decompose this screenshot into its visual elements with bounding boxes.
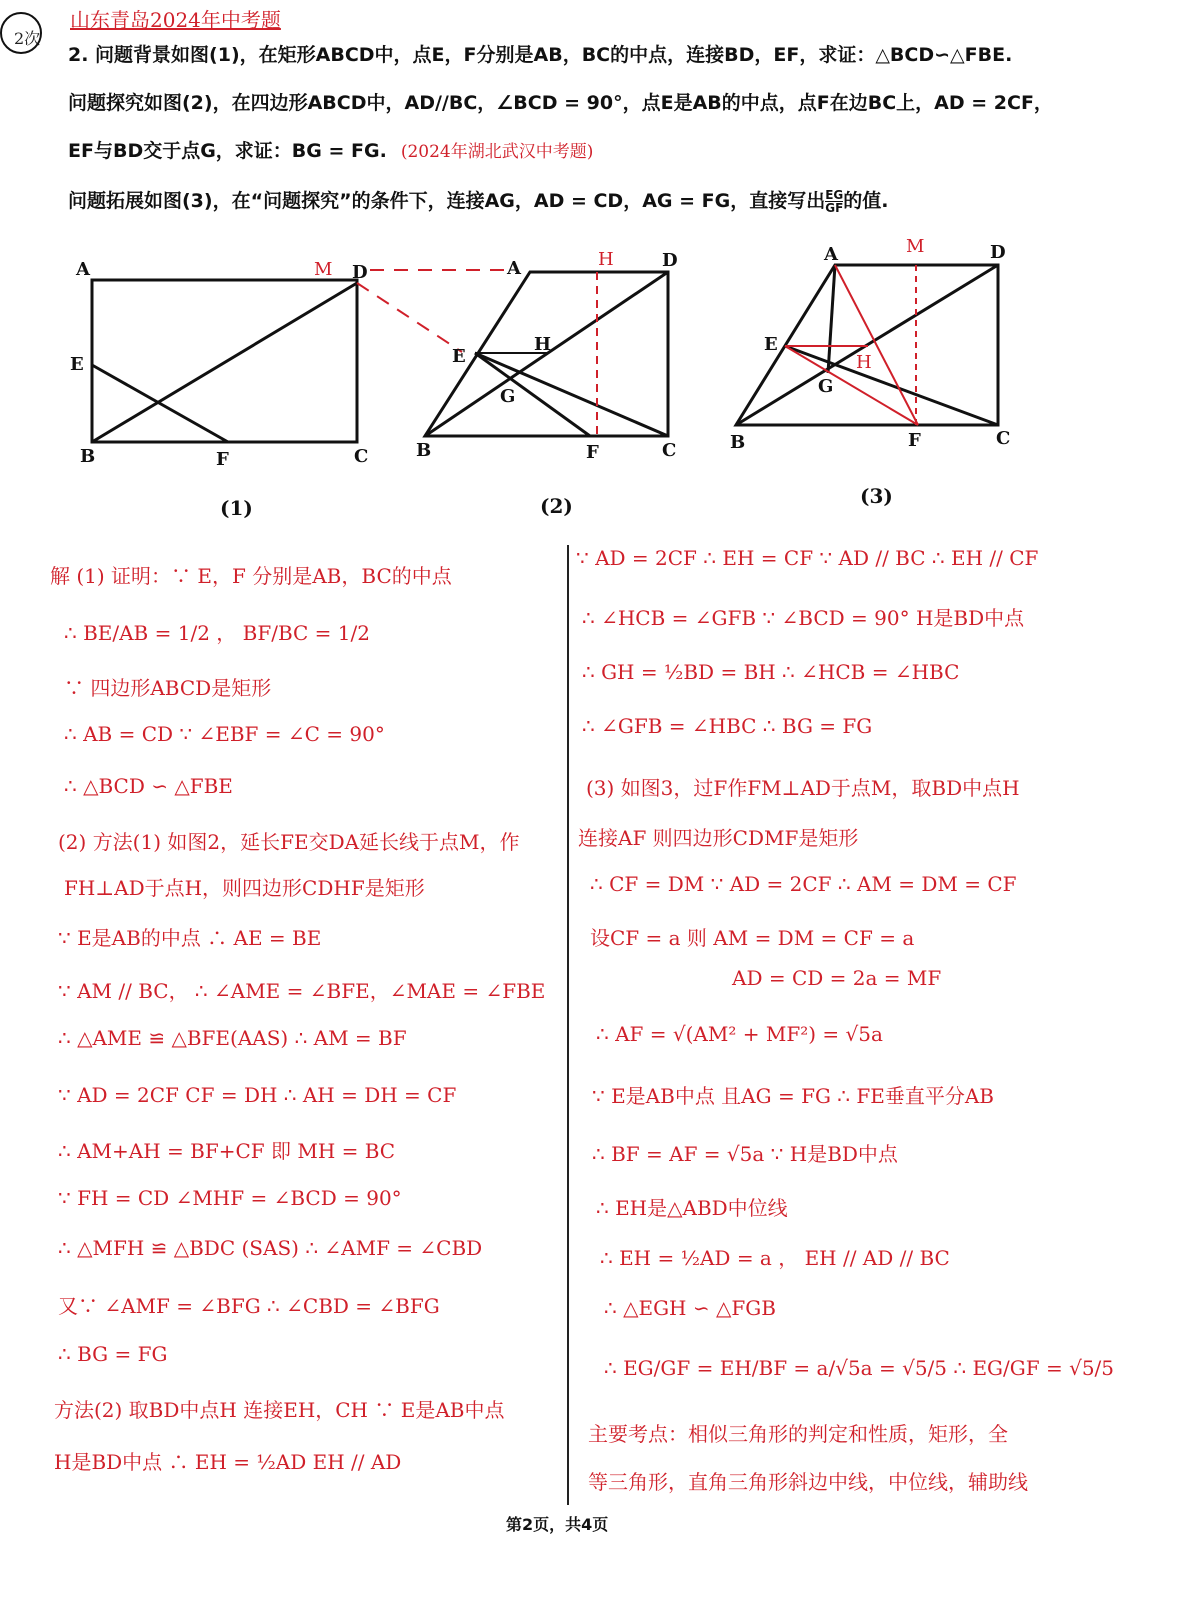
left-line-5: ∴ △BCD ∽ △FBE — [64, 774, 233, 798]
side-note: 2次 — [14, 26, 40, 49]
right-line-18: 等三角形，直角三角形斜边中线，中位线，辅助线 — [588, 1470, 1028, 1494]
fig1-label-m: M — [314, 259, 333, 280]
right-line-1: ∵ AD = 2CF ∴ EH = CF ∵ AD // BC ∴ EH // CF — [576, 546, 1039, 570]
fig2-label-a: A — [507, 258, 521, 279]
fig1-label-c: C — [354, 446, 369, 467]
left-line-7: FH⊥AD于点H，则四边形CDHF是矩形 — [64, 876, 425, 900]
left-line-4: ∴ AB = CD ∵ ∠EBF = ∠C = 90° — [64, 722, 385, 746]
problem-source-note: (2024年湖北武汉中考题) — [400, 142, 594, 162]
fig2-label-h: H — [534, 334, 552, 355]
fig1-label-f: F — [216, 449, 229, 470]
fig3-label-e: E — [764, 334, 778, 355]
fig2-label-d: D — [662, 250, 678, 271]
left-line-14: ∴ △MFH ≌ △BDC (SAS) ∴ ∠AMF = ∠CBD — [58, 1236, 483, 1260]
left-line-8: ∵ E是AB的中点 ∴ AE = BE — [58, 926, 322, 950]
fig1-caption: (1) — [220, 496, 253, 520]
fig1-label-e: E — [70, 354, 84, 375]
fig1-red-dashed — [357, 270, 505, 352]
fig3-label-a: A — [824, 244, 838, 265]
fig3-label-c: C — [996, 428, 1011, 449]
left-line-13: ∵ FH = CD ∠MHF = ∠BCD = 90° — [58, 1186, 402, 1210]
fig2-label-e: E — [452, 346, 466, 367]
fig3-line-ag — [828, 265, 835, 373]
right-line-3: ∴ GH = ½BD = BH ∴ ∠HCB = ∠HBC — [582, 660, 960, 684]
left-line-3: ∵ 四边形ABCD是矩形 — [64, 676, 272, 700]
fig3-caption: (3) — [860, 484, 893, 508]
right-line-9: AD = CD = 2a = MF — [732, 966, 942, 990]
right-line-10: ∴ AF = √(AM² + MF²) = √5a — [596, 1022, 883, 1046]
figure-1 — [92, 280, 357, 442]
left-line-1: 解 (1) 证明：∵ E，F 分别是AB，BC的中点 — [50, 564, 452, 588]
right-line-17: 主要考点：相似三角形的判定和性质，矩形，全 — [588, 1422, 1008, 1446]
fig1-label-b: B — [80, 446, 96, 467]
fig3-label-d: D — [990, 242, 1006, 263]
right-line-4: ∴ ∠GFB = ∠HBC ∴ BG = FG — [582, 714, 873, 738]
right-line-2: ∴ ∠HCB = ∠GFB ∵ ∠BCD = 90° H是BD中点 — [582, 606, 1025, 630]
left-line-10: ∴ △AME ≌ △BFE(AAS) ∴ AM = BF — [58, 1026, 407, 1050]
page-footer: 第2页，共4页 — [506, 1515, 609, 1534]
fig2-label-h-red: H — [598, 249, 614, 270]
header-title: 山东青岛2024年中考题 — [70, 8, 281, 32]
left-line-16: ∴ BG = FG — [58, 1342, 168, 1366]
fig3-red-lines — [785, 265, 918, 425]
problem-line-1: 2. 问题背景如图(1)，在矩形ABCD中，点E，F分别是AB，BC的中点，连接BD，EF，求证：△BCD∽△FBE. — [68, 44, 1013, 66]
right-line-5: (3) 如图3，过F作FM⊥AD于点M，取BD中点H — [586, 776, 1020, 800]
right-line-7: ∴ CF = DM ∵ AD = 2CF ∴ AM = DM = CF — [590, 872, 1017, 896]
right-line-11: ∵ E是AB中点 且AG = FG ∴ FE垂直平分AB — [592, 1084, 994, 1108]
fig3-line-ec — [785, 346, 998, 425]
right-line-12: ∴ BF = AF = √5a ∵ H是BD中点 — [592, 1142, 898, 1166]
fig3-label-g: G — [818, 376, 834, 397]
fig2-label-g: G — [500, 386, 516, 407]
left-line-17: 方法(2) 取BD中点H 连接EH，CH ∵ E是AB中点 — [54, 1398, 505, 1422]
fig2-label-b: B — [416, 440, 432, 461]
figures-svg — [0, 0, 1199, 540]
fig1-label-d: D — [352, 262, 368, 283]
fig3-label-h: H — [856, 352, 872, 373]
fig1-line-bd — [92, 283, 357, 442]
left-line-18: H是BD中点 ∴ EH = ½AD EH // AD — [54, 1450, 402, 1474]
fraction-eg-gf: $\frac{EG}{GF}$ — [825, 188, 844, 215]
fig3-label-m: M — [906, 236, 925, 257]
fig3-label-b: B — [730, 432, 746, 453]
problem-line-4: 问题拓展如图(3)，在“问题探究”的条件下，连接AG，AD = CD，AG = FG，直接写出 $\frac{EG}{GF}$ 的值. — [68, 188, 889, 215]
fig1-label-a: A — [76, 259, 90, 280]
left-line-15: 又∵ ∠AMF = ∠BFG ∴ ∠CBD = ∠BFG — [58, 1294, 440, 1318]
right-line-14: ∴ EH = ½AD = a ， EH // AD // BC — [600, 1246, 950, 1270]
left-line-2: ∴ BE/AB = 1/2 ， BF/BC = 1/2 — [64, 621, 370, 645]
left-line-12: ∴ AM+AH = BF+CF 即 MH = BC — [58, 1139, 396, 1163]
left-line-6: (2) 方法(1) 如图2，延长FE交DA延长线于点M，作 — [58, 830, 520, 854]
fig2-label-f: F — [586, 442, 599, 463]
left-line-9: ∵ AM // BC， ∴ ∠AME = ∠BFE，∠MAE = ∠FBE — [58, 979, 546, 1003]
problem-line-2: 问题探究如图(2)，在四边形ABCD中，AD//BC，∠BCD = 90°，点E是AB的中点，点F在边BC上，AD = 2CF， — [68, 92, 1053, 114]
fig2-caption: (2) — [540, 494, 573, 518]
right-line-6: 连接AF 则四边形CDMF是矩形 — [578, 826, 859, 850]
right-line-16: ∴ EG/GF = EH/BF = a/√5a = √5/5 ∴ EG/GF = √5/5 — [604, 1356, 1115, 1380]
fig3-label-f: F — [908, 430, 921, 451]
right-line-13: ∴ EH是△ABD中位线 — [596, 1196, 788, 1220]
left-line-11: ∵ AD = 2CF CF = DH ∴ AH = DH = CF — [58, 1083, 457, 1107]
fig2-label-c: C — [662, 440, 677, 461]
column-divider — [567, 545, 569, 1505]
right-line-8: 设CF = a 则 AM = DM = CF = a — [590, 926, 915, 950]
problem-line-3: EF与BD交于点G，求证：BG = FG. (2024年湖北武汉中考题) — [68, 140, 594, 162]
right-line-15: ∴ △EGH ∽ △FGB — [604, 1296, 776, 1320]
